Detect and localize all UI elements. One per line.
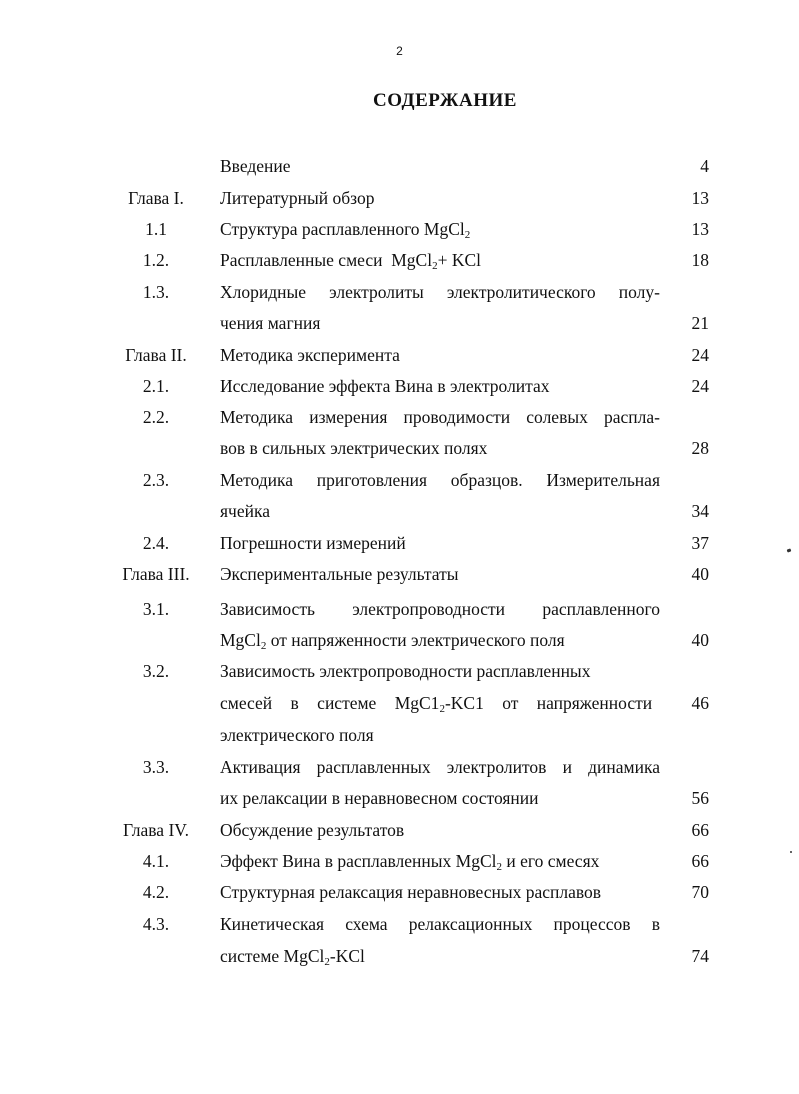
toc-entry-page: 70 bbox=[691, 882, 709, 902]
toc-entry-number: 4.3. bbox=[142, 914, 170, 934]
toc-entry-title: электрического поля bbox=[220, 725, 374, 745]
toc-entry-continuation bbox=[0, 499, 799, 523]
toc-entry-title: Зависимость электропроводности расплавленного bbox=[220, 599, 660, 619]
toc-entry-page: 66 bbox=[691, 851, 709, 871]
toc-entry-number: Глава IV. bbox=[122, 820, 190, 840]
toc-entry bbox=[0, 468, 799, 492]
page-number: 2 bbox=[396, 44, 403, 58]
toc-entry-page: 56 bbox=[691, 788, 709, 808]
toc-entry-page: 24 bbox=[691, 345, 709, 365]
toc-entry bbox=[0, 755, 799, 779]
toc-entry-number: 2.2. bbox=[142, 407, 170, 427]
toc-entry bbox=[0, 562, 799, 586]
toc-entry-title: Расплавленные смеси MgCl$_2$+ KCl bbox=[220, 250, 481, 272]
toc-entry bbox=[0, 912, 799, 936]
toc-entry-number: 1.2. bbox=[142, 250, 170, 270]
toc-entry-title: Литературный обзор bbox=[220, 188, 375, 208]
toc-entry-number: 3.3. bbox=[142, 757, 170, 777]
toc-entry-title: Исследование эффекта Вина в электролитах bbox=[220, 376, 550, 396]
toc-entry-page: 34 bbox=[691, 501, 709, 521]
toc-entry-title: Структура расплавленного MgCl$_2$ bbox=[220, 219, 471, 241]
toc-entry-page: 21 bbox=[691, 313, 709, 333]
toc-entry-title: вов в сильных электрических полях bbox=[220, 438, 488, 458]
toc-entry-page: 4 bbox=[700, 156, 709, 176]
toc-entry-number: 1.3. bbox=[142, 282, 170, 302]
toc-entry-title: системе MgCl$_2$-KCl bbox=[220, 946, 365, 968]
toc-entry-title: Экспериментальные результаты bbox=[220, 564, 459, 584]
toc-entry-number: 2.1. bbox=[142, 376, 170, 396]
toc-entry-page: 66 bbox=[691, 820, 709, 840]
toc-entry-page: 46 bbox=[691, 693, 709, 713]
toc-entry bbox=[0, 217, 799, 241]
toc-entry-title: Зависимость электропроводности расплавленных bbox=[220, 661, 591, 681]
toc-entry bbox=[0, 597, 799, 621]
toc-entry-title: ячейка bbox=[220, 501, 270, 521]
toc-entry-title: Методика приготовления образцов. Измерительная bbox=[220, 470, 660, 490]
toc-entry-title: Активация расплавленных электролитов и динамика bbox=[220, 757, 660, 777]
toc-entry-page: 28 bbox=[691, 438, 709, 458]
toc-entry bbox=[0, 849, 799, 873]
toc-entry-title: Введение bbox=[220, 156, 291, 176]
toc-entry-continuation bbox=[0, 628, 799, 652]
toc-entry bbox=[0, 154, 799, 178]
toc-entry bbox=[0, 374, 799, 398]
toc-entry-number: Глава I. bbox=[128, 188, 184, 208]
toc-entry-title: Погрешности измерений bbox=[220, 533, 406, 553]
toc-entry bbox=[0, 659, 799, 683]
toc-entry-title: Обсуждение результатов bbox=[220, 820, 405, 840]
toc-entry-title: чения магния bbox=[220, 313, 321, 333]
toc-entry-title: Хлоридные электролиты электролитического полу- bbox=[220, 282, 660, 302]
toc-entry-page: 13 bbox=[691, 219, 709, 239]
toc-entry-title: Структурная релаксация неравновесных расплавов bbox=[220, 882, 602, 902]
toc-entry-number: 3.2. bbox=[142, 661, 170, 681]
toc-entry-number: 4.2. bbox=[142, 882, 170, 902]
toc-entry-title: смесей в системе MgC1 $_2$-KC1 от напряженности bbox=[220, 693, 653, 715]
toc-entry-continuation bbox=[0, 436, 799, 460]
toc-entry-page: 74 bbox=[691, 946, 709, 966]
toc-entry-number: 4.1. bbox=[142, 851, 170, 871]
toc-entry-page: 24 bbox=[691, 376, 709, 396]
toc-entry-title: MgCl$_2$ от напряженности электрического поля bbox=[220, 630, 565, 652]
toc-entry-number: 1.1 bbox=[145, 219, 167, 239]
toc-entry-continuation bbox=[0, 786, 799, 810]
toc-entry bbox=[0, 343, 799, 367]
toc-entry-page: 40 bbox=[691, 564, 709, 584]
toc-entry-title: Методика измерения проводимости солевых распла- bbox=[220, 407, 660, 427]
toc-entry-continuation bbox=[0, 691, 799, 715]
toc-entry bbox=[0, 248, 799, 272]
toc-entry-continuation bbox=[0, 944, 799, 968]
toc-entry-continuation bbox=[0, 311, 799, 335]
toc-entry-title: Эффект Вина в расплавленных MgCl$_2$ и его смесях bbox=[220, 851, 600, 873]
toc-entry-title: их релаксации в неравновесном состоянии bbox=[220, 788, 539, 808]
toc-entry-title: Методика эксперимента bbox=[220, 345, 400, 365]
scan-speck bbox=[790, 851, 792, 853]
toc-entry bbox=[0, 186, 799, 210]
toc-entry-number: 3.1. bbox=[142, 599, 170, 619]
toc-entry-number: 2.4. bbox=[142, 533, 170, 553]
toc-entry-number: Глава II. bbox=[125, 345, 187, 365]
toc-entry-page: 18 bbox=[691, 250, 709, 270]
toc-entry bbox=[0, 880, 799, 904]
toc-entry-page: 13 bbox=[691, 188, 709, 208]
toc-entry-page: 37 bbox=[691, 533, 709, 553]
toc-entry bbox=[0, 531, 799, 555]
page-title: СОДЕРЖАНИЕ bbox=[373, 90, 517, 111]
toc-entry bbox=[0, 280, 799, 304]
toc-entry-number: 2.3. bbox=[142, 470, 170, 490]
toc-entry-continuation bbox=[0, 723, 799, 747]
toc-entry bbox=[0, 818, 799, 842]
toc-entry-title: Кинетическая схема релаксационных процессов в bbox=[220, 914, 660, 934]
toc-entry bbox=[0, 405, 799, 429]
toc-entry-page: 40 bbox=[691, 630, 709, 650]
toc-entry-number: Глава III. bbox=[122, 564, 190, 584]
